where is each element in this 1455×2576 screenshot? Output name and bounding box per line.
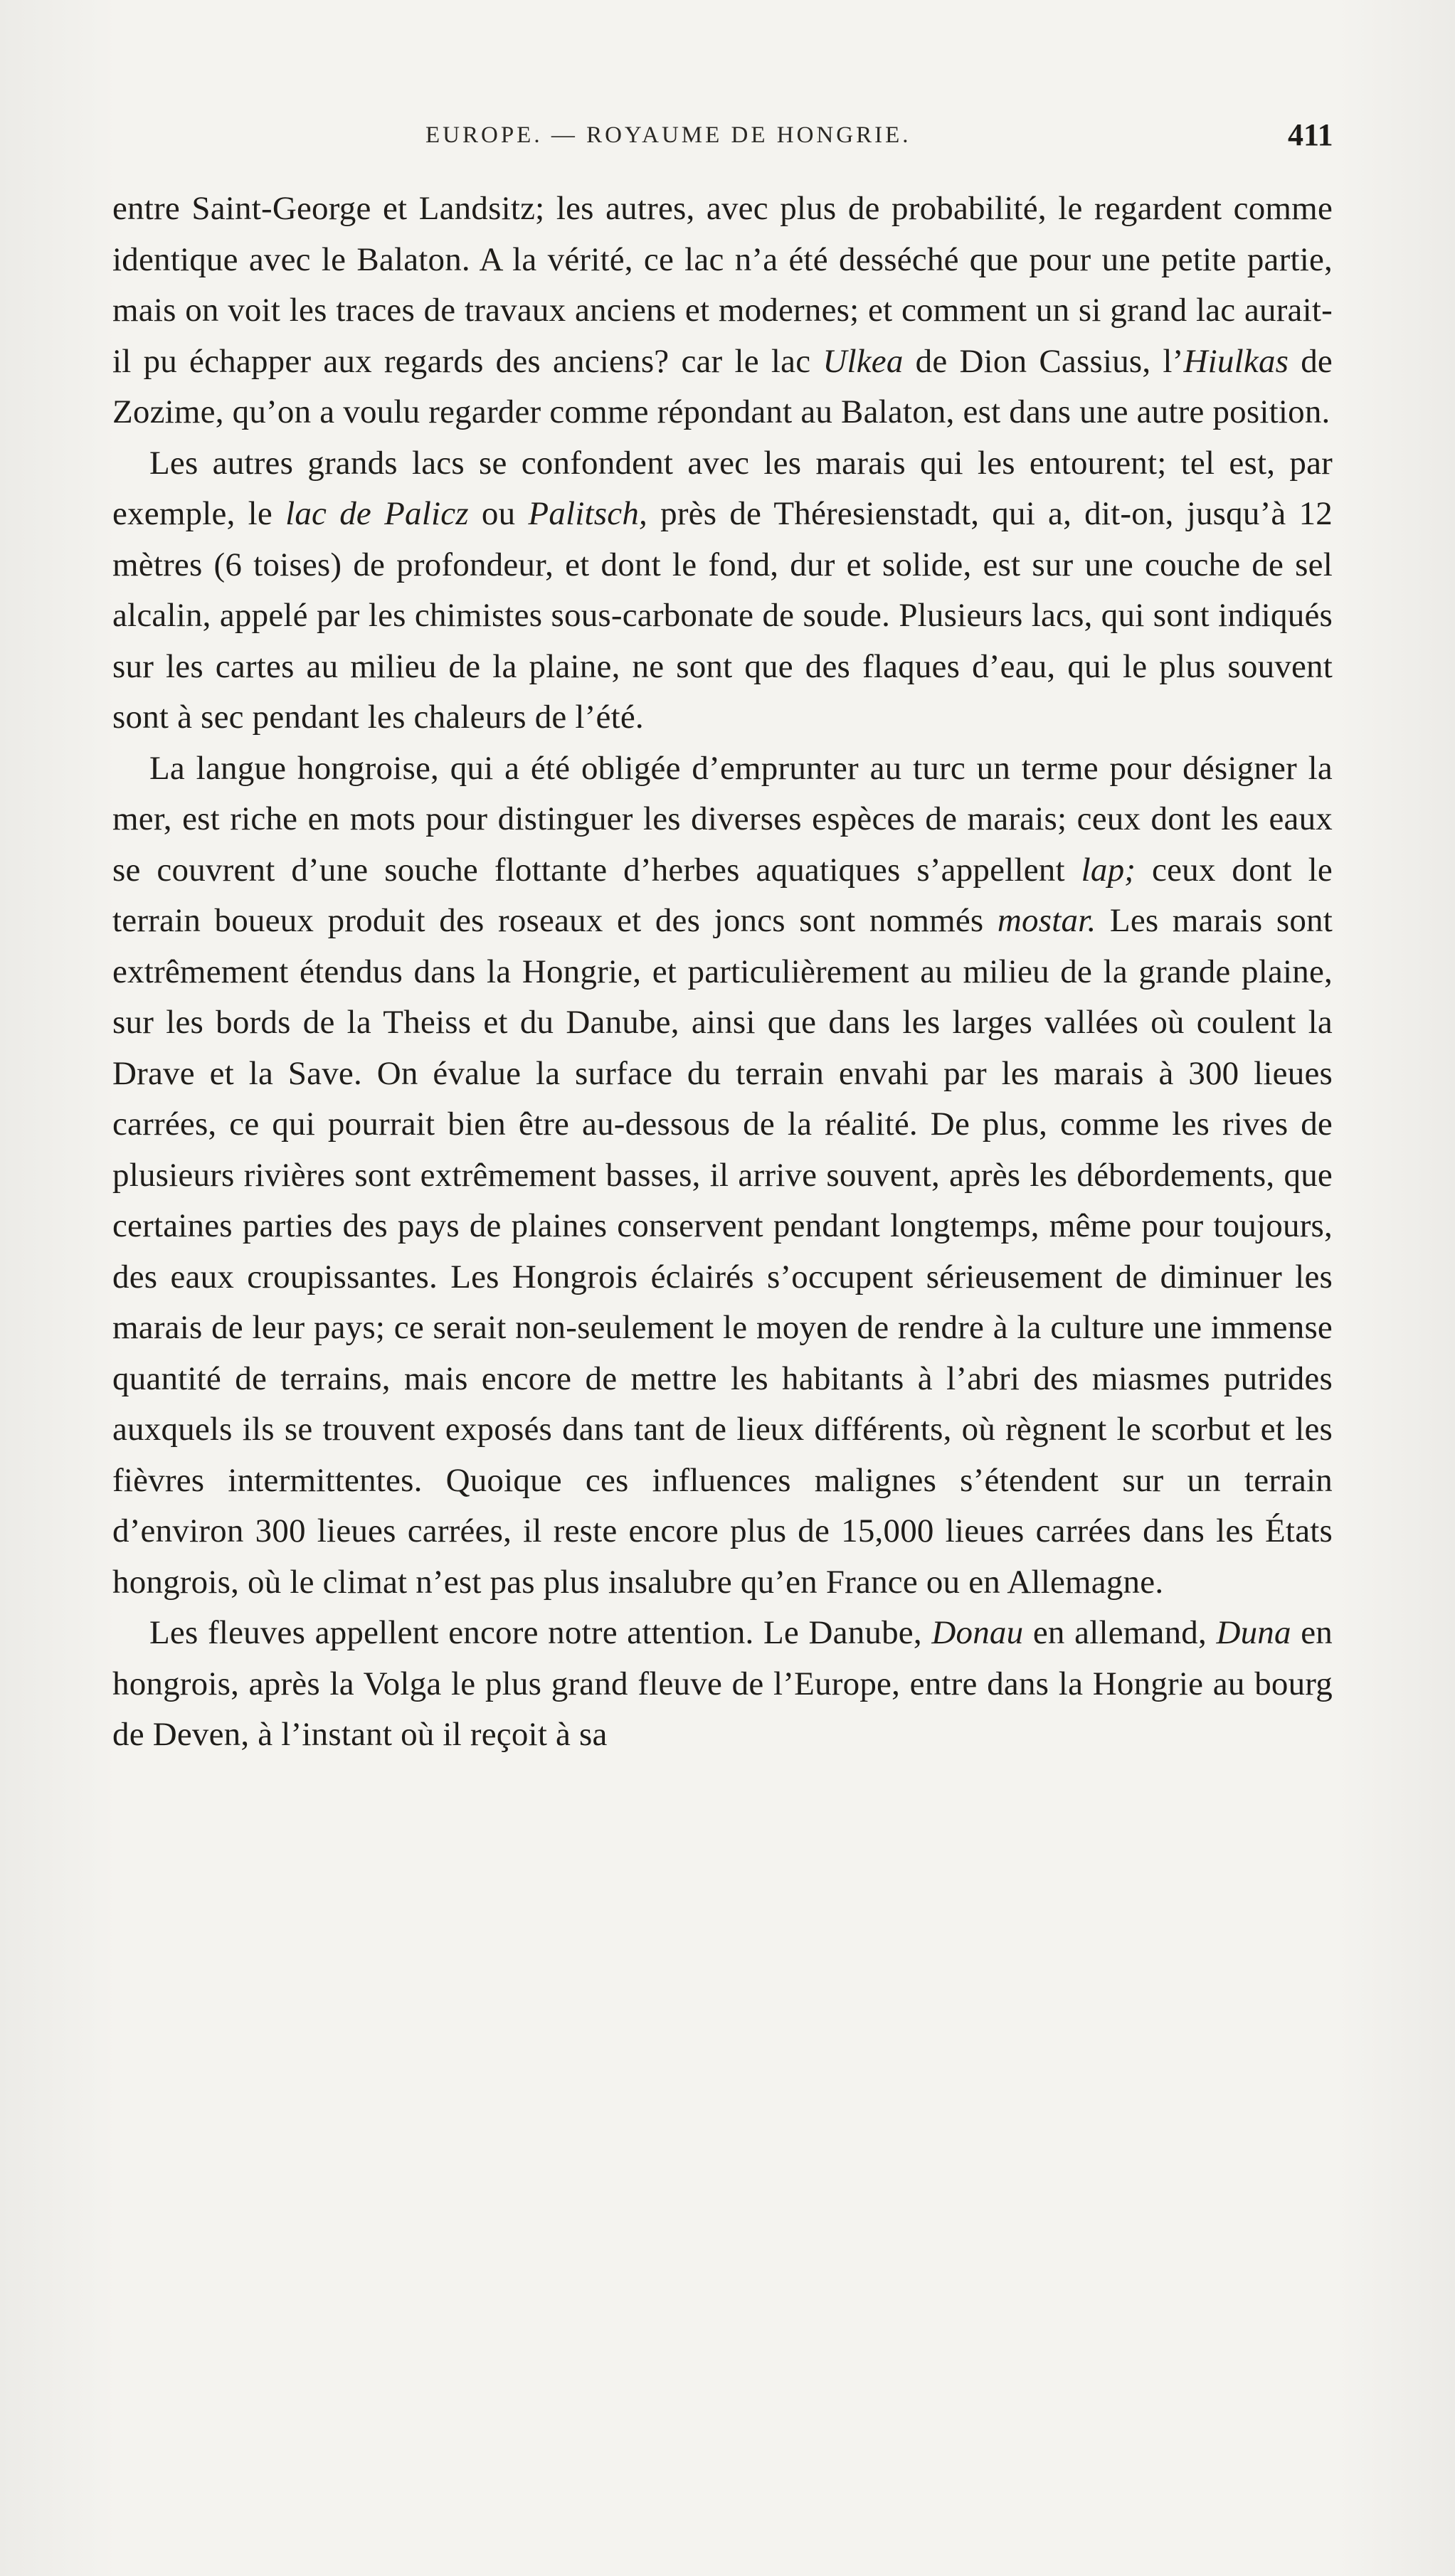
italic-term: Palitsch, xyxy=(528,495,648,532)
italic-term: Donau xyxy=(931,1614,1024,1651)
running-head: EUROPE. — ROYAUME DE HONGRIE. xyxy=(425,122,911,148)
body-text xyxy=(112,184,1333,1761)
page-number: 411 xyxy=(1288,117,1333,152)
italic-term: lac de Palicz xyxy=(285,495,469,532)
paragraph-marshes: La langue hongroise, qui a été obligée d’emprunter au turc un terme pour désigner la mer, est riche en mots pour distinguer les diverses espèces de marais; ceux dont les eaux se couvrent d’une souche flottante d’herbes aquatiques s’appellent lap; ceux dont le terrain boueux produit des roseaux et des joncs sont nommés mostar. Les marais sont extrêmement étendus dans la Hongrie, et particulièrement au milieu de la grande plaine, sur les bords de la Theiss et du Danube, ainsi que dans les larges vallées où coulent la Drave et la Save. On évalue la surface du terrain envahi par les marais à 300 lieues carrées, ce qui pourrait bien être au-dessous de la réalité. De plus, comme les rives de plusieurs rivières sont extrêmement basses, il arrive souvent, après les débordements, que certaines parties des pays de plaines conservent pendant longtemps, même pour toujours, des eaux croupissantes. Les Hongrois éclairés s’occupent sérieusement de diminuer les marais de leur pays; ce serait non-seulement le moyen de rendre à la culture une immense quantité de terrains, mais encore de mettre les habitants à l’abri des miasmes putrides auxquels ils se trouvent exposés dans tant de lieux différents, où règnent le scorbut et les fièvres intermittentes. Quoique ces influences malignes s’étendent sur un terrain d’environ 300 lieues carrées, il reste encore plus de 15,000 lieues carrées dans les États hongrois, où le climat n’est pas plus insalubre qu’en France ou en Allemagne. xyxy=(112,749,1333,1601)
italic-term: Ulkea xyxy=(822,342,904,380)
italic-term: Duna xyxy=(1216,1614,1291,1651)
italic-term: mostar. xyxy=(997,902,1096,939)
paragraph-lakes: Les autres grands lacs se confondent avec les marais qui les entourent; tel est, par exemple, le lac de Palicz ou Palitsch, près de Théresienstadt, qui a, dit-on, jusqu’à 12 mètres (6 toises) de profondeur, et dont le fond, dur et solide, est sur une couche de sel alcalin, appelé par les chimistes sous-carbonate de soude. Plusieurs lacs, qui sont indiqués sur les cartes au milieu de la plaine, ne sont que des flaques d’eau, qui le plus souvent sont à sec pendant les chaleurs de l’été. xyxy=(112,444,1333,736)
paragraph-balaton: entre Saint-George et Landsitz; les autres, avec plus de probabilité, le regardent comme identique avec le Balaton. A la vérité, ce lac n’a été desséché que pour une petite partie, mais on voit les traces de travaux anciens et modernes; et comment un si grand lac aurait-il pu échapper aux regards des anciens? car le lac Ulkea de Dion Cassius, l’Hiulkas de Zozime, qu’on a voulu regarder comme répondant au Balaton, est dans une autre position. xyxy=(112,190,1333,430)
italic-term: lap; xyxy=(1081,851,1136,889)
paragraph-rivers: Les fleuves appellent encore notre attention. Le Danube, Donau en allemand, Duna en hongrois, après la Volga le plus grand fleuve de l’Europe, entre dans la Hongrie au bourg de Deven, à l’instant où il reçoit à sa xyxy=(112,1614,1333,1753)
italic-term: Hiulkas xyxy=(1183,342,1289,380)
